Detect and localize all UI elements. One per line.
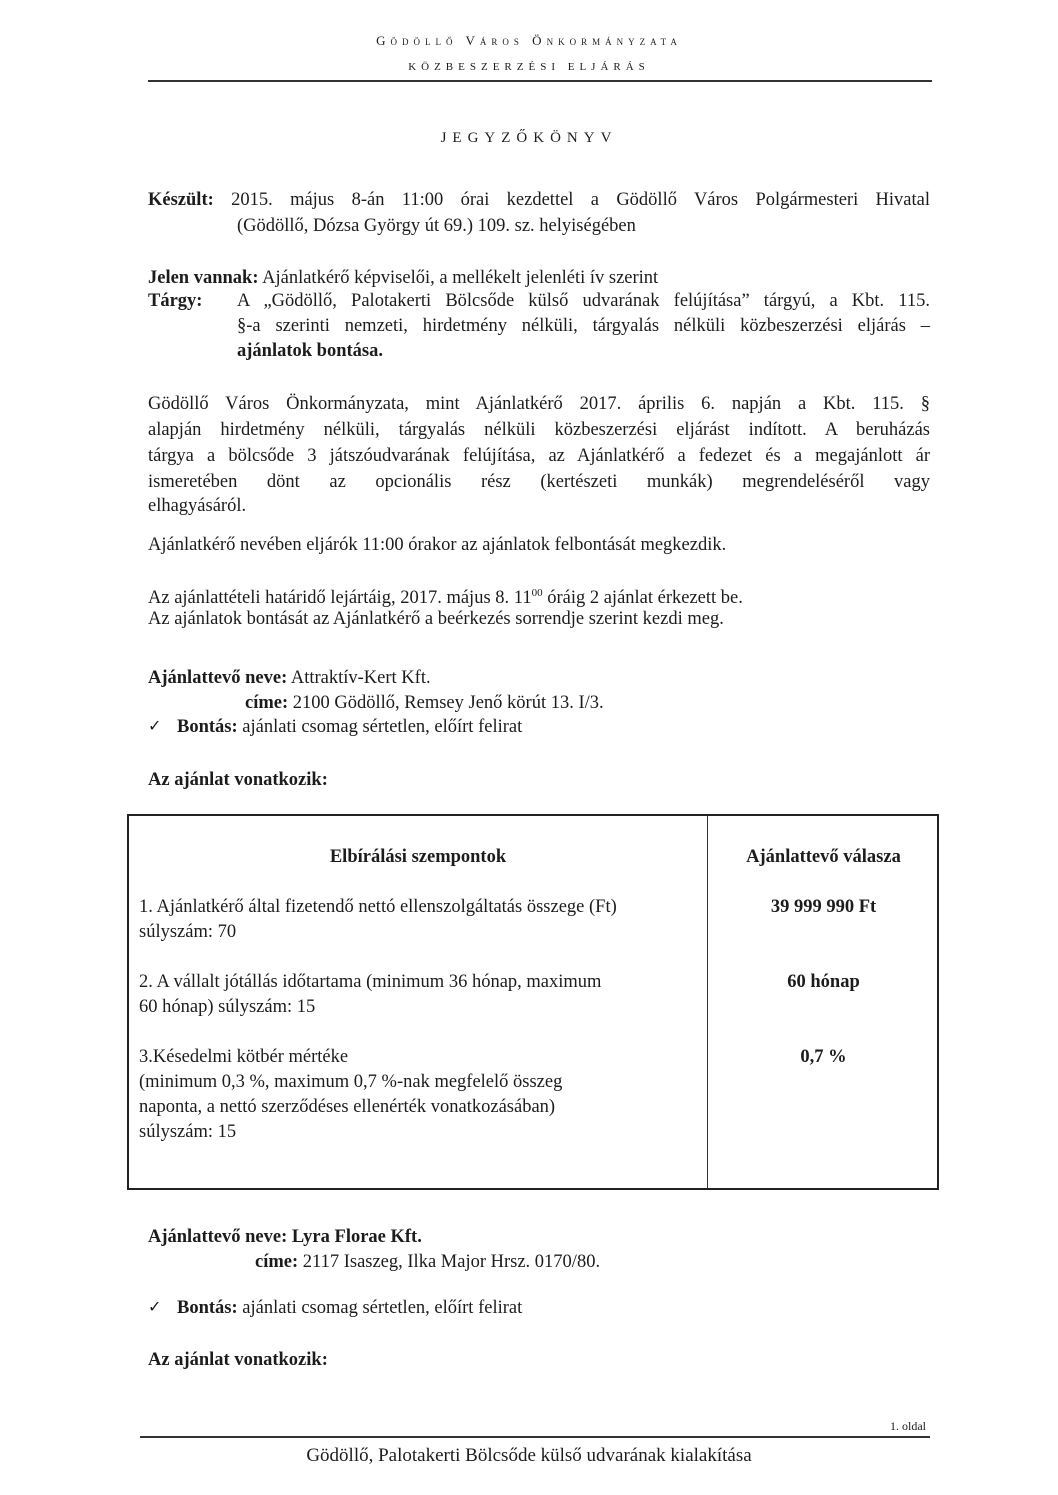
targy-line3: ajánlatok bontása.: [237, 341, 383, 361]
footer-rule: [140, 1436, 930, 1438]
evaluation-table: [127, 814, 939, 1190]
offer2-address: [255, 1250, 600, 1274]
offer1-bontas-label: Bontás:: [177, 717, 238, 737]
table-header-criteria: Elbírálási szempontok: [329, 847, 507, 867]
offer1-bontas-value: ajánlati csomag sértetlen, előírt felirat: [242, 717, 523, 737]
jelen-label: Jelen vannak:: [148, 268, 259, 288]
document-title: JEGYZŐKÖNYV: [440, 130, 618, 146]
table-row-2-criteria-line: 2. A vállalt jótállás időtartama (minimum 36 hónap, maximum: [139, 972, 602, 992]
offer2-address-value: 2117 Isaszeg, Ilka Major Hrsz. 0170/80.: [302, 1252, 601, 1272]
keszult-text: 2015. május 8-án 11:00 órai kezdettel a Gödöllő Város Polgármesteri Hivatal: [231, 190, 931, 210]
header-org: Gödöllő Város Önkormányzata: [376, 33, 682, 48]
paragraph1-line: tárgya a bölcsőde 3 játszóudvarának felújítása, az Ajánlatkérő a fedezet és a megajánlott ár: [148, 446, 930, 466]
offer1-address-label: címe:: [245, 693, 289, 713]
keszult-label: Készült:: [148, 190, 214, 210]
table-row-3-criteria-line: (minimum 0,3 %, maximum 0,7 %-nak megfelelő összeg: [139, 1072, 563, 1092]
page-number: 1. oldal: [890, 1419, 926, 1433]
table-row-2-criteria-line: 60 hónap) súlyszám: 15: [139, 997, 316, 1017]
table-row-1-criteria-line: 1. Ajánlatkérő által fizetendő nettó ellenszolgáltatás összege (Ft): [139, 897, 617, 917]
paragraph2: Ajánlatkérő nevében eljárók 11:00 órakor az ajánlatok felbontását megkezdik.: [148, 535, 727, 555]
paragraph3-sup: 00: [531, 587, 543, 599]
paragraph1-line: Gödöllő Város Önkormányzata, mint Ajánlatkérő 2017. április 6. napján a Kbt. 115. §: [148, 394, 930, 414]
jelen-text: Ajánlatkérő képviselői, a mellékelt jelenléti ív szerint: [262, 268, 659, 288]
keszult-line2: (Gödöllő, Dózsa György út 69.) 109. sz. helyiségében: [237, 216, 636, 236]
offer1-name-label: Ajánlattevő neve:: [148, 668, 288, 688]
header-rule: [148, 80, 932, 82]
footer-text: Gödöllő, Palotakerti Bölcsőde külső udvarának kialakítása: [306, 1445, 752, 1466]
table-row-3-criteria-line: súlyszám: 15: [139, 1122, 237, 1142]
offer1-address-value: 2100 Gödöllő, Remsey Jenő körút 13. I/3.: [292, 693, 604, 713]
offer2-name: [148, 1225, 422, 1249]
check-icon: ✓: [148, 718, 162, 735]
paragraph4: Az ajánlatok bontását az Ajánlatkérő a beérkezés sorrendje szerint kezdi meg.: [148, 609, 724, 629]
paragraph3: [148, 581, 743, 610]
table-header-answer: Ajánlattevő válasza: [746, 847, 901, 867]
offer1-address: [245, 691, 604, 715]
table-row-2-answer: 60 hónap: [787, 972, 860, 992]
table-row-3-criteria-line: naponta, a nettó szerződéses ellenérték vonatkozásában): [139, 1097, 556, 1117]
offer2-name-value: Lyra Florae Kft.: [291, 1227, 422, 1247]
check-icon: ✓: [148, 1299, 162, 1316]
paragraph1-line: elhagyásáról.: [148, 496, 247, 516]
offer1-name: [148, 666, 431, 690]
table-column-divider: [707, 816, 708, 1188]
offer1-bontas: [177, 715, 522, 739]
offer2-bontas-value: ajánlati csomag sértetlen, előírt felirat: [242, 1298, 523, 1318]
offer2-bontas-label: Bontás:: [177, 1298, 238, 1318]
targy-line1: A „Gödöllő, Palotakerti Bölcsőde külső udvarának felújítása” tárgyú, a Kbt. 115.: [237, 291, 930, 311]
paragraph1-line: ismeretében dönt az opcionális rész (kertészeti munkák) megrendeléséről vagy: [148, 472, 930, 492]
table-row-3-answer: 0,7 %: [800, 1047, 847, 1067]
table-row-1-criteria-line: súlyszám: 70: [139, 922, 237, 942]
offer1-vonatkozik: Az ajánlat vonatkozik:: [148, 770, 328, 790]
targy-label: Tárgy:: [148, 291, 203, 311]
targy-line2: §-a szerinti nemzeti, hirdetmény nélküli, tárgyalás nélküli közbeszerzési eljárás –: [237, 316, 930, 336]
paragraph1-line: alapján hirdetmény nélküli, tárgyalás nélküli közbeszerzési eljárást indított. A beruházás: [148, 420, 930, 440]
offer1-name-value: Attraktív-Kert Kft.: [290, 668, 431, 688]
header-subtitle: KÖZBESZERZÉSI ELJÁRÁS: [408, 61, 650, 73]
keszult-line1: [148, 188, 930, 212]
paragraph3-before: Az ajánlattételi határidő lejártáig, 2017. május 8. 11: [148, 588, 532, 609]
jelen-vannak: [148, 266, 658, 290]
offer2-address-label: címe:: [255, 1252, 299, 1272]
paragraph3-after: óráig 2 ajánlat érkezett be.: [542, 588, 743, 609]
offer2-vonatkozik: Az ajánlat vonatkozik:: [148, 1350, 328, 1370]
offer2-bontas: [177, 1296, 522, 1320]
offer2-name-label: Ajánlattevő neve:: [148, 1227, 288, 1247]
table-row-3-criteria-line: 3.Késedelmi kötbér mértéke: [139, 1047, 349, 1067]
table-row-1-answer: 39 999 990 Ft: [770, 897, 877, 917]
